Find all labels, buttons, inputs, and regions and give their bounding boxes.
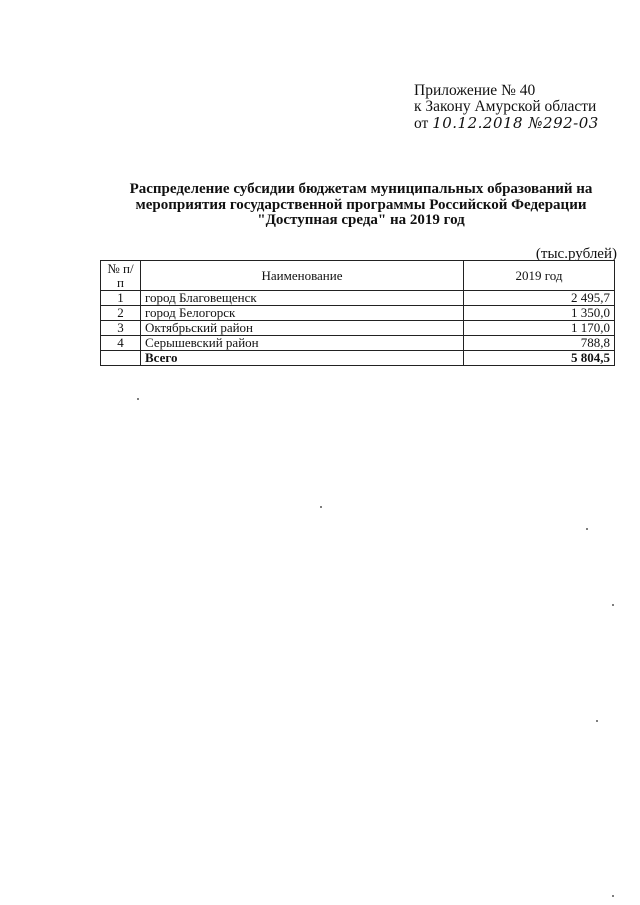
subsidy-table [100,260,615,366]
header-number: № п/п [101,261,141,291]
total-number-cell [101,351,141,366]
row-number: 1 [101,291,141,306]
header-name: Наименование [141,261,464,291]
table-row [101,291,615,306]
document-title [96,182,626,229]
scan-speck [320,506,322,508]
units-label: (тыс.рублей) [535,246,617,262]
header-year: 2019 год [464,261,615,291]
table-row [101,321,615,336]
title-line-1: Распределение субсидии бюджетам муниципальных образований на [129,181,593,197]
handwritten-date-number: 10.12.2018 №292-03 [432,114,599,132]
scan-speck [612,604,614,606]
row-name: город Белогорск [141,306,464,321]
row-name: город Благовещенск [141,291,464,306]
row-number: 2 [101,306,141,321]
table-row [101,336,615,351]
scan-speck [137,398,139,400]
appendix-date-prefix: от [414,115,429,132]
row-number: 3 [101,321,141,336]
scan-speck [612,895,614,897]
appendix-date-line [414,115,624,132]
row-value: 788,8 [464,336,615,351]
appendix-header [414,83,624,132]
row-name: Серышевский район [141,336,464,351]
row-number: 4 [101,336,141,351]
row-name: Октябрьский район [141,321,464,336]
title-line-2: мероприятия государственной программы Российской Федерации [135,196,587,213]
row-value: 1 170,0 [464,321,615,336]
table-row [101,306,615,321]
table-header-row [101,261,615,291]
appendix-number: Приложение № 40 [414,82,536,99]
table-total-row [101,351,615,366]
row-value: 1 350,0 [464,306,615,321]
title-line-3: "Доступная среда" на 2019 год [257,212,465,228]
appendix-law-reference: к Закону Амурской области [414,98,597,115]
scan-speck [586,528,588,530]
scan-speck [596,720,598,722]
total-value: 5 804,5 [464,351,615,366]
row-value: 2 495,7 [464,291,615,306]
total-label: Всего [141,351,464,366]
